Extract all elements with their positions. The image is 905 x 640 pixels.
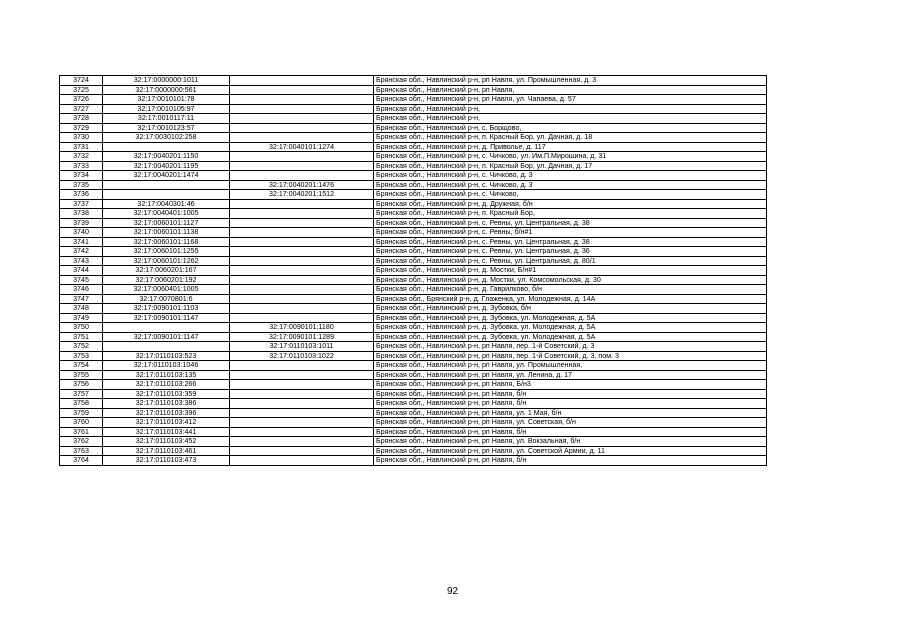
- row-number-cell: 3731: [60, 142, 103, 152]
- secondary-cadastral-number-cell: [230, 133, 374, 143]
- table-row: [60, 247, 767, 257]
- table-row: [60, 456, 767, 466]
- address-cell: Брянская обл., Навлинский р-н, рп Навля, б/н: [374, 399, 767, 409]
- address-cell: Брянская обл., Навлинский р-н, д. Дружная, б/н: [374, 199, 767, 209]
- cadastral-number-cell: 32:17:0090101:1147: [103, 332, 230, 342]
- row-number-cell: 3729: [60, 123, 103, 133]
- table-row: [60, 370, 767, 380]
- table-row: [60, 180, 767, 190]
- row-number-cell: 3725: [60, 85, 103, 95]
- cadastral-number-cell: 32:17:0110103:386: [103, 399, 230, 409]
- row-number-cell: 3747: [60, 294, 103, 304]
- address-cell: Брянская обл., Навлинский р-н, д. Зубовка, б/н: [374, 304, 767, 314]
- cadastral-number-cell: 32:17:0110103:441: [103, 427, 230, 437]
- address-cell: Брянская обл., Навлинский р-н, д. Зубовка, ул. Молодежная, д. 5А: [374, 313, 767, 323]
- table-row: [60, 313, 767, 323]
- secondary-cadastral-number-cell: [230, 294, 374, 304]
- cadastral-number-cell: 32:17:0110103:523: [103, 351, 230, 361]
- cadastral-number-cell: [103, 180, 230, 190]
- row-number-cell: 3753: [60, 351, 103, 361]
- address-cell: Брянская обл., Навлинский р-н, рп Навля, б/н: [374, 456, 767, 466]
- table-row: [60, 85, 767, 95]
- cadastral-number-cell: 32:17:0060201:192: [103, 275, 230, 285]
- cadastral-number-cell: 32:17:0040201:1474: [103, 171, 230, 181]
- address-cell: Брянская обл., Навлинский р-н, рп Навля, ул. Чапаева, д. 57: [374, 95, 767, 105]
- cadastral-number-cell: 32:17:0110103:266: [103, 380, 230, 390]
- row-number-cell: 3724: [60, 76, 103, 86]
- address-cell: Брянская обл., Навлинский р-н, с. Ревны, ул. Центральная, д. 38: [374, 237, 767, 247]
- row-number-cell: 3728: [60, 114, 103, 124]
- row-number-cell: 3737: [60, 199, 103, 209]
- table-body: [60, 76, 767, 466]
- table-row: [60, 237, 767, 247]
- cadastral-number-cell: 32:17:0090101:1103: [103, 304, 230, 314]
- address-cell: Брянская обл., Навлинский р-н, рп Навля, б/н: [374, 427, 767, 437]
- secondary-cadastral-number-cell: 32:17:0110103:1022: [230, 351, 374, 361]
- secondary-cadastral-number-cell: [230, 228, 374, 238]
- secondary-cadastral-number-cell: [230, 313, 374, 323]
- address-cell: Брянская обл., Навлинский р-н, с. Чичково,: [374, 190, 767, 200]
- cadastral-number-cell: 32:17:0060101:1262: [103, 256, 230, 266]
- cadastral-number-cell: 32:17:0070801:6: [103, 294, 230, 304]
- cadastral-number-cell: 32:17:0040201:1195: [103, 161, 230, 171]
- secondary-cadastral-number-cell: [230, 304, 374, 314]
- address-cell: Брянская обл., Навлинский р-н, рп Навля, ул. Вокзальная, б/н: [374, 437, 767, 447]
- row-number-cell: 3745: [60, 275, 103, 285]
- row-number-cell: 3760: [60, 418, 103, 428]
- table-row: [60, 418, 767, 428]
- secondary-cadastral-number-cell: [230, 456, 374, 466]
- cadastral-number-cell: 32:17:0060401:1005: [103, 285, 230, 295]
- row-number-cell: 3742: [60, 247, 103, 257]
- secondary-cadastral-number-cell: 32:17:0040201:1476: [230, 180, 374, 190]
- row-number-cell: 3733: [60, 161, 103, 171]
- table-row: [60, 323, 767, 333]
- secondary-cadastral-number-cell: [230, 437, 374, 447]
- table-row: [60, 266, 767, 276]
- table-row: [60, 133, 767, 143]
- address-cell: Брянская обл., Навлинский р-н, с. Ревны, ул. Центральная, д. 36: [374, 247, 767, 257]
- secondary-cadastral-number-cell: [230, 446, 374, 456]
- address-cell: Брянская обл., Навлинский р-н, д. Гаврилково, б/н: [374, 285, 767, 295]
- row-number-cell: 3744: [60, 266, 103, 276]
- row-number-cell: 3738: [60, 209, 103, 219]
- secondary-cadastral-number-cell: [230, 256, 374, 266]
- row-number-cell: 3736: [60, 190, 103, 200]
- row-number-cell: 3739: [60, 218, 103, 228]
- row-number-cell: 3761: [60, 427, 103, 437]
- address-cell: Брянская обл., Навлинский р-н, д. Зубовка, ул. Молодежная, д. 5А: [374, 332, 767, 342]
- secondary-cadastral-number-cell: [230, 104, 374, 114]
- table-row: [60, 304, 767, 314]
- table-row: [60, 399, 767, 409]
- table-row: [60, 76, 767, 86]
- row-number-cell: 3734: [60, 171, 103, 181]
- row-number-cell: 3746: [60, 285, 103, 295]
- secondary-cadastral-number-cell: 32:17:0040201:1512: [230, 190, 374, 200]
- table-row: [60, 275, 767, 285]
- table-row: [60, 427, 767, 437]
- cadastral-number-cell: 32:17:0010101:78: [103, 95, 230, 105]
- secondary-cadastral-number-cell: [230, 209, 374, 219]
- secondary-cadastral-number-cell: [230, 95, 374, 105]
- cadastral-number-cell: 32:17:0110103:412: [103, 418, 230, 428]
- row-number-cell: 3743: [60, 256, 103, 266]
- table-row: [60, 380, 767, 390]
- address-cell: Брянская обл., Навлинский р-н,: [374, 114, 767, 124]
- cadastral-number-cell: 32:17:0110103:473: [103, 456, 230, 466]
- cadastral-number-cell: 32:17:0110103:1046: [103, 361, 230, 371]
- secondary-cadastral-number-cell: 32:17:0040101:1274: [230, 142, 374, 152]
- row-number-cell: 3750: [60, 323, 103, 333]
- address-cell: Брянская обл., Навлинский р-н, рп Навля, пер. 1-й Советский, д. 3, пом. 3: [374, 351, 767, 361]
- row-number-cell: 3764: [60, 456, 103, 466]
- cadastral-number-cell: 32:17:0010117:11: [103, 114, 230, 124]
- address-cell: Брянская обл., Навлинский р-н, рп Навля, ул. Советской Армии, д. 11: [374, 446, 767, 456]
- row-number-cell: 3741: [60, 237, 103, 247]
- address-cell: Брянская обл., Навлинский р-н, рп Навля, ул. Советская, б/н: [374, 418, 767, 428]
- table-row: [60, 389, 767, 399]
- address-cell: Брянская обл., Навлинский р-н, с. Чичково, ул. Им.П.Мирошина, д. 31: [374, 152, 767, 162]
- secondary-cadastral-number-cell: [230, 247, 374, 257]
- row-number-cell: 3757: [60, 389, 103, 399]
- cadastral-number-cell: 32:17:0090101:1147: [103, 313, 230, 323]
- row-number-cell: 3762: [60, 437, 103, 447]
- secondary-cadastral-number-cell: 32:17:0090101:1180: [230, 323, 374, 333]
- cadastral-number-cell: 32:17:0030102:258: [103, 133, 230, 143]
- address-cell: Брянская обл., Навлинский р-н, д. Зубовка, ул. Молодежная, д. 5А: [374, 323, 767, 333]
- address-cell: Брянская обл., Навлинский р-н, с. Чичково, д. 3: [374, 171, 767, 181]
- table-row: [60, 152, 767, 162]
- secondary-cadastral-number-cell: [230, 370, 374, 380]
- address-cell: Брянская обл., Навлинский р-н, п. Красный Бор, ул. Дачная, д. 18: [374, 133, 767, 143]
- cadastral-number-cell: 32:17:0010105:97: [103, 104, 230, 114]
- address-cell: Брянская обл., Навлинский р-н,: [374, 104, 767, 114]
- address-cell: Брянская обл., Навлинский р-н, рп Навля, б/н: [374, 389, 767, 399]
- address-cell: Брянская обл., Навлинский р-н, с. Борщово,: [374, 123, 767, 133]
- row-number-cell: 3730: [60, 133, 103, 143]
- secondary-cadastral-number-cell: [230, 275, 374, 285]
- secondary-cadastral-number-cell: [230, 237, 374, 247]
- table-row: [60, 104, 767, 114]
- row-number-cell: 3752: [60, 342, 103, 352]
- cadastral-number-cell: 32:17:0110103:396: [103, 408, 230, 418]
- cadastral-number-cell: 32:17:0010123:57: [103, 123, 230, 133]
- table-row: [60, 332, 767, 342]
- secondary-cadastral-number-cell: [230, 114, 374, 124]
- page-number: 92: [446, 586, 459, 597]
- row-number-cell: 3751: [60, 332, 103, 342]
- table-row: [60, 161, 767, 171]
- table-row: [60, 171, 767, 181]
- secondary-cadastral-number-cell: [230, 199, 374, 209]
- table-row: [60, 228, 767, 238]
- row-number-cell: 3727: [60, 104, 103, 114]
- cadastral-number-cell: 32:17:0000000:561: [103, 85, 230, 95]
- cadastral-number-cell: [103, 190, 230, 200]
- row-number-cell: 3740: [60, 228, 103, 238]
- address-cell: Брянская обл., Навлинский р-н, с. Ревны, б/н#1: [374, 228, 767, 238]
- secondary-cadastral-number-cell: [230, 418, 374, 428]
- secondary-cadastral-number-cell: 32:17:0110103:1011: [230, 342, 374, 352]
- cadastral-number-cell: [103, 142, 230, 152]
- row-number-cell: 3755: [60, 370, 103, 380]
- cadastral-number-cell: 32:17:0060101:1127: [103, 218, 230, 228]
- cadastral-number-cell: 32:17:0110103:359: [103, 389, 230, 399]
- table-row: [60, 95, 767, 105]
- table-row: [60, 256, 767, 266]
- row-number-cell: 3735: [60, 180, 103, 190]
- cadastral-number-cell: 32:17:0060201:167: [103, 266, 230, 276]
- table-row: [60, 114, 767, 124]
- table-row: [60, 294, 767, 304]
- secondary-cadastral-number-cell: [230, 161, 374, 171]
- address-cell: Брянская обл., Навлинский р-н, д. Мостки, Б/н#1: [374, 266, 767, 276]
- address-cell: Брянская обл., Брянский р-н, д. Глаженка, ул. Молодежная, д. 14А: [374, 294, 767, 304]
- address-cell: Брянская обл., Навлинский р-н, рп Навля, пер. 1-й Советский, д. 3: [374, 342, 767, 352]
- property-table: [59, 75, 767, 466]
- cadastral-number-cell: 32:17:0040401:1005: [103, 209, 230, 219]
- secondary-cadastral-number-cell: 32:17:0090101:1289: [230, 332, 374, 342]
- secondary-cadastral-number-cell: [230, 285, 374, 295]
- cadastral-number-cell: 32:17:0110103:452: [103, 437, 230, 447]
- secondary-cadastral-number-cell: [230, 361, 374, 371]
- table-row: [60, 446, 767, 456]
- secondary-cadastral-number-cell: [230, 266, 374, 276]
- table-row: [60, 361, 767, 371]
- address-cell: Брянская обл., Навлинский р-н, д. Приволье, д. 117: [374, 142, 767, 152]
- row-number-cell: 3756: [60, 380, 103, 390]
- cadastral-number-cell: 32:17:0060101:1138: [103, 228, 230, 238]
- table-row: [60, 437, 767, 447]
- secondary-cadastral-number-cell: [230, 389, 374, 399]
- address-cell: Брянская обл., Навлинский р-н, рп Навля,: [374, 85, 767, 95]
- secondary-cadastral-number-cell: [230, 76, 374, 86]
- row-number-cell: 3763: [60, 446, 103, 456]
- row-number-cell: 3758: [60, 399, 103, 409]
- table-row: [60, 408, 767, 418]
- table-row: [60, 142, 767, 152]
- cadastral-number-cell: 32:17:0000000:1011: [103, 76, 230, 86]
- row-number-cell: 3726: [60, 95, 103, 105]
- table-row: [60, 351, 767, 361]
- address-cell: Брянская обл., Навлинский р-н, п. Красный Бор,: [374, 209, 767, 219]
- secondary-cadastral-number-cell: [230, 85, 374, 95]
- secondary-cadastral-number-cell: [230, 171, 374, 181]
- table-row: [60, 342, 767, 352]
- address-cell: Брянская обл., Навлинский р-н, рп Навля, ул. Ленина, д. 17: [374, 370, 767, 380]
- cadastral-number-cell: 32:17:0060101:1168: [103, 237, 230, 247]
- row-number-cell: 3732: [60, 152, 103, 162]
- cadastral-number-cell: 32:17:0110103:135: [103, 370, 230, 380]
- cadastral-number-cell: [103, 342, 230, 352]
- row-number-cell: 3754: [60, 361, 103, 371]
- secondary-cadastral-number-cell: [230, 380, 374, 390]
- table-row: [60, 285, 767, 295]
- table-row: [60, 209, 767, 219]
- cadastral-number-cell: [103, 323, 230, 333]
- row-number-cell: 3749: [60, 313, 103, 323]
- address-cell: Брянская обл., Навлинский р-н, п. Красный Бор, ул. Дачная, д. 17: [374, 161, 767, 171]
- table-row: [60, 218, 767, 228]
- row-number-cell: 3748: [60, 304, 103, 314]
- address-cell: Брянская обл., Навлинский р-н, рп Навля, Б/н3: [374, 380, 767, 390]
- table-row: [60, 190, 767, 200]
- secondary-cadastral-number-cell: [230, 408, 374, 418]
- address-cell: Брянская обл., Навлинский р-н, с. Чичково, д. 3: [374, 180, 767, 190]
- address-cell: Брянская обл., Навлинский р-н, д. Мостки, ул. Комсомольская, д. 30: [374, 275, 767, 285]
- secondary-cadastral-number-cell: [230, 399, 374, 409]
- cadastral-number-cell: 32:17:0040201:1150: [103, 152, 230, 162]
- address-cell: Брянская обл., Навлинский р-н, рп Навля, ул. 1 Мая, б/н: [374, 408, 767, 418]
- secondary-cadastral-number-cell: [230, 123, 374, 133]
- address-cell: Брянская обл., Навлинский р-н, с. Ревны, ул. Центральная, д. 38: [374, 218, 767, 228]
- table-row: [60, 123, 767, 133]
- table-row: [60, 199, 767, 209]
- row-number-cell: 3759: [60, 408, 103, 418]
- address-cell: Брянская обл., Навлинский р-н, рп Навля, ул. Промышленная, д. 3: [374, 76, 767, 86]
- secondary-cadastral-number-cell: [230, 218, 374, 228]
- secondary-cadastral-number-cell: [230, 152, 374, 162]
- cadastral-number-cell: 32:17:0110103:461: [103, 446, 230, 456]
- address-cell: Брянская обл., Навлинский р-н, рп Навля, ул. Промышленная,: [374, 361, 767, 371]
- address-cell: Брянская обл., Навлинский р-н, с. Ревны, ул. Центральная, д. 80/1: [374, 256, 767, 266]
- cadastral-number-cell: 32:17:0060101:1255: [103, 247, 230, 257]
- cadastral-number-cell: 32:17:0040301:46: [103, 199, 230, 209]
- secondary-cadastral-number-cell: [230, 427, 374, 437]
